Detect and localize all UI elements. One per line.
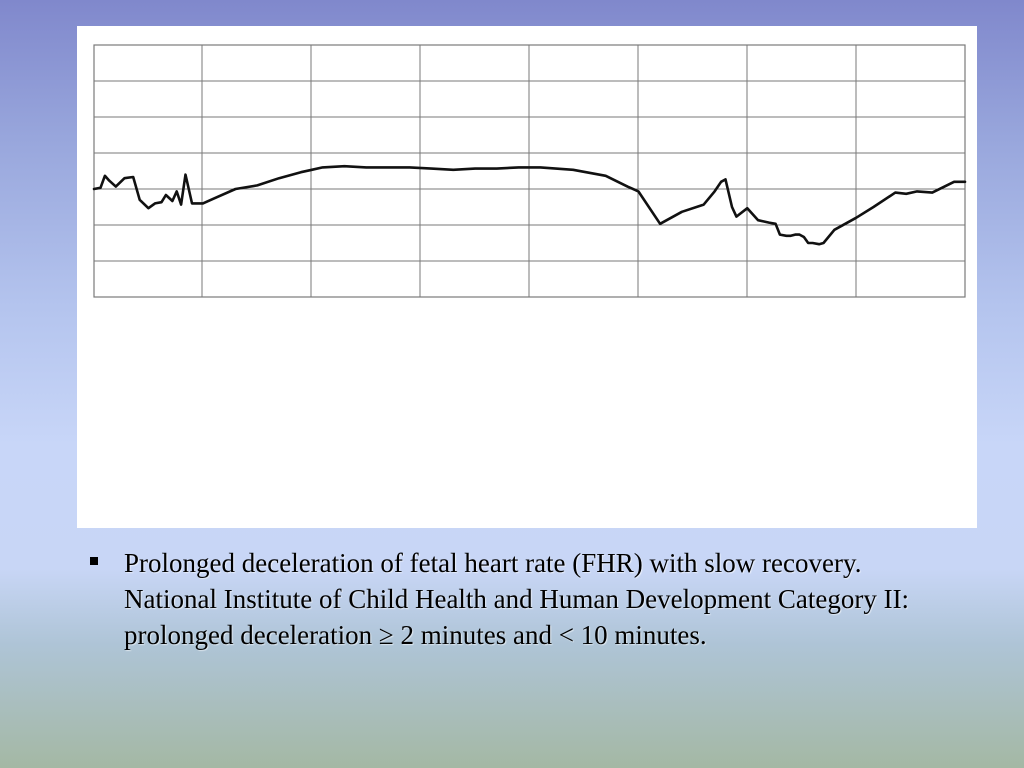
caption-text: Prolonged deceleration of fetal heart rate (FHR) with slow recovery. National Institute of Child Health and Human Development Category II: prolonged deceleration ≥ 2 minutes and < 10 minutes. (124, 548, 910, 650)
ctg-chart (77, 26, 977, 528)
caption-bullet-item (90, 545, 930, 653)
ctg-tracing-figure (77, 26, 977, 528)
fhr-panel (94, 45, 965, 297)
fhr-grid (94, 45, 965, 297)
bullet-square-icon (90, 557, 98, 565)
